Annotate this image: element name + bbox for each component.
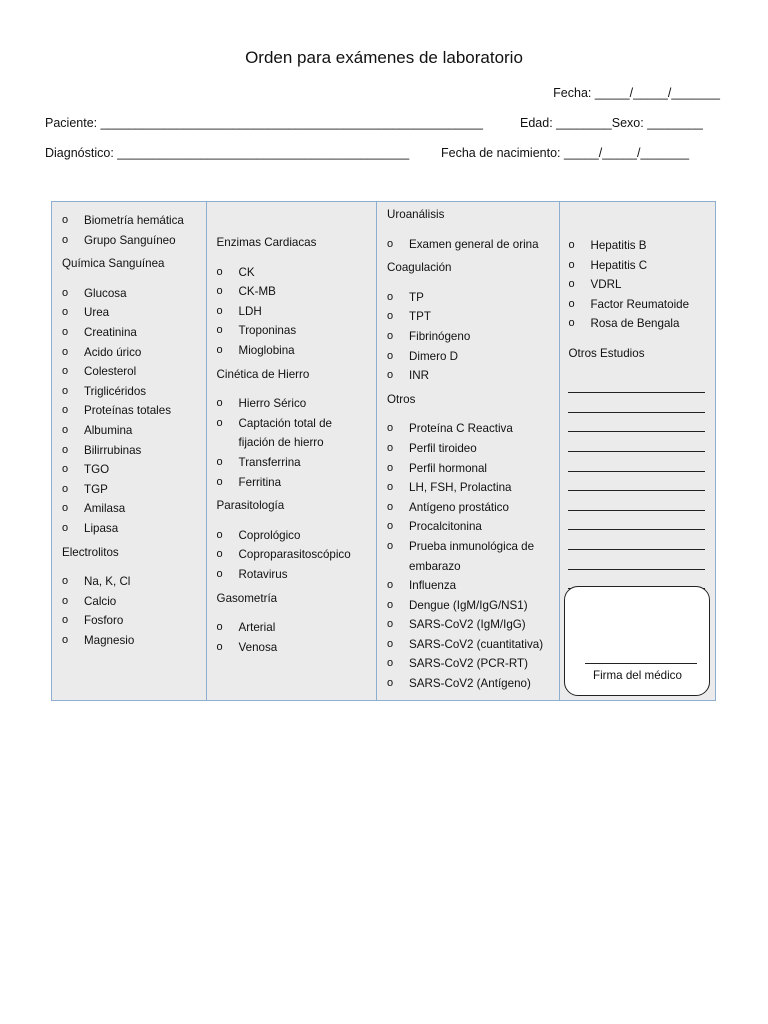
column-4 (560, 202, 715, 700)
list-item[interactable]: o Coproparasitoscópico (217, 545, 372, 565)
list-item[interactable]: o Antígeno prostático (387, 498, 555, 518)
list-item[interactable]: o SARS-CoV2 (IgM/IgG) (387, 615, 555, 635)
list-item[interactable]: o Na, K, Cl (62, 572, 202, 592)
list-item[interactable]: o Acido úrico (62, 343, 202, 363)
list-item[interactable]: o Grupo Sanguíneo (62, 231, 202, 251)
list-item[interactable]: o Transferrina (217, 453, 372, 473)
list-item[interactable]: o Hierro Sérico (217, 394, 372, 414)
list-item[interactable]: o Glucosa (62, 284, 202, 304)
list-item[interactable]: o LH, FSH, Prolactina (387, 478, 555, 498)
list-item[interactable]: o CK (217, 263, 372, 283)
coagulacion-list (387, 288, 555, 386)
list-item[interactable]: o Calcio (62, 592, 202, 612)
column-3 (377, 202, 560, 700)
list-item[interactable]: o Rosa de Bengala (568, 314, 711, 334)
list-item[interactable]: o TGP (62, 480, 202, 500)
blank-line[interactable] (568, 452, 705, 472)
edad-sexo-field[interactable]: Edad: ________Sexo: ________ (520, 116, 703, 130)
list-item[interactable]: o Hepatitis C (568, 256, 711, 276)
signature-label: Firma del médico (593, 669, 682, 683)
section-title-coagulacion: Coagulación (387, 261, 452, 275)
fecha-field[interactable]: Fecha: _____/_____/_______ (553, 86, 720, 100)
enzimas-list (217, 263, 372, 361)
list-item[interactable]: o Troponinas (217, 321, 372, 341)
section-title-gasometria: Gasometría (216, 591, 278, 605)
list-item[interactable]: o Perfil tiroideo (387, 439, 555, 459)
list-item[interactable]: o Creatinina (62, 323, 202, 343)
list-item[interactable]: o Factor Reumatoide (568, 295, 711, 315)
list-item[interactable]: o Dimero D (387, 347, 555, 367)
list-item[interactable]: o Biometría hemática (62, 211, 202, 231)
list-item[interactable]: o SARS-CoV2 (PCR-RT) (387, 654, 555, 674)
list-item[interactable]: o Albumina (62, 421, 202, 441)
exam-checklist-box (51, 201, 716, 701)
section-title-uroanalisis: Uroanálisis (387, 208, 445, 221)
list-item[interactable]: o Procalcitonina (387, 517, 555, 537)
electrolitos-list (62, 572, 202, 650)
list-item[interactable]: o Prueba inmunológica de embarazo (387, 537, 555, 576)
blank-line[interactable] (568, 550, 705, 570)
gasometria-list (217, 618, 372, 657)
section-title-parasitologia: Parasitología (216, 499, 285, 513)
list-item[interactable]: o TP (387, 288, 555, 308)
section-title-hierro: Cinética de Hierro (216, 367, 310, 381)
list-item[interactable]: o CK-MB (217, 282, 372, 302)
blank-line[interactable] (568, 511, 705, 531)
list-item[interactable]: o Proteína C Reactiva (387, 419, 555, 439)
list-item[interactable]: o SARS-CoV2 (Antígeno) (387, 674, 555, 694)
general-list (62, 211, 202, 250)
list-item[interactable]: o TPT (387, 307, 555, 327)
fecha-nacimiento-field[interactable]: Fecha de nacimiento: _____/_____/_______ (441, 146, 690, 160)
list-item[interactable]: o Examen general de orina (387, 235, 555, 255)
list-item[interactable]: o Arterial (217, 618, 372, 638)
list-item[interactable]: o Proteínas totales (62, 401, 202, 421)
list-item[interactable]: o Dengue (IgM/IgG/NS1) (387, 596, 555, 616)
list-item[interactable]: o Bilirrubinas (62, 441, 202, 461)
section-title-otros-estudios: Otros Estudios (568, 346, 645, 360)
parasitologia-list (217, 526, 372, 585)
list-item[interactable]: o SARS-CoV2 (cuantitativa) (387, 635, 555, 655)
diagnostico-field[interactable]: Diagnóstico: __________________________________________ (45, 146, 410, 160)
list-item[interactable]: o Mioglobina (217, 341, 372, 361)
section-title-otros: Otros (387, 392, 416, 406)
blank-line[interactable] (568, 530, 705, 550)
list-item[interactable]: o Magnesio (62, 631, 202, 651)
signature-line (585, 663, 697, 664)
list-item[interactable]: o Perfil hormonal (387, 459, 555, 479)
list-item[interactable]: o Lipasa (62, 519, 202, 539)
column-2 (207, 202, 377, 700)
list-item[interactable]: o Fibrinógeno (387, 327, 555, 347)
hierro-list (217, 394, 372, 492)
blank-line[interactable] (568, 413, 705, 433)
section-title-electrolitos: Electrolitos (62, 545, 119, 559)
signature-box[interactable] (564, 586, 710, 696)
list-item[interactable]: o LDH (217, 302, 372, 322)
quimica-list (62, 284, 202, 539)
list-item[interactable]: o Colesterol (62, 362, 202, 382)
blank-line[interactable] (568, 472, 705, 492)
otros-estudios-lines[interactable] (568, 374, 711, 590)
blank-line[interactable] (568, 393, 705, 413)
list-item[interactable]: o Rotavirus (217, 565, 372, 585)
page-title: Orden para exámenes de laboratorio (245, 48, 523, 67)
serologia-list (568, 236, 711, 334)
blank-line[interactable] (568, 374, 705, 394)
otros-list (387, 419, 555, 693)
list-item[interactable]: o Coprológico (217, 526, 372, 546)
list-item[interactable]: o Ferritina (217, 473, 372, 493)
section-title-enzimas: Enzimas Cardiacas (216, 236, 317, 249)
list-item[interactable]: o Venosa (217, 638, 372, 658)
blank-line[interactable] (568, 491, 705, 511)
list-item[interactable]: o INR (387, 366, 555, 386)
column-1 (52, 202, 207, 700)
list-item[interactable]: o Fosforo (62, 611, 202, 631)
list-item[interactable]: o TGO (62, 460, 202, 480)
blank-line[interactable] (568, 432, 705, 452)
paciente-field[interactable]: Paciente: _______________________________________________________ (45, 116, 483, 130)
list-item[interactable]: o Hepatitis B (568, 236, 711, 256)
list-item[interactable]: o Urea (62, 303, 202, 323)
uroanalisis-list (387, 235, 555, 255)
list-item[interactable]: o Captación total de fijación de hierro (217, 414, 372, 453)
list-item[interactable]: o Amilasa (62, 499, 202, 519)
section-title-quimica: Química Sanguínea (62, 257, 165, 271)
list-item[interactable]: o Influenza (387, 576, 555, 596)
list-item[interactable]: o Triglicéridos (62, 382, 202, 402)
list-item[interactable]: o VDRL (568, 275, 711, 295)
